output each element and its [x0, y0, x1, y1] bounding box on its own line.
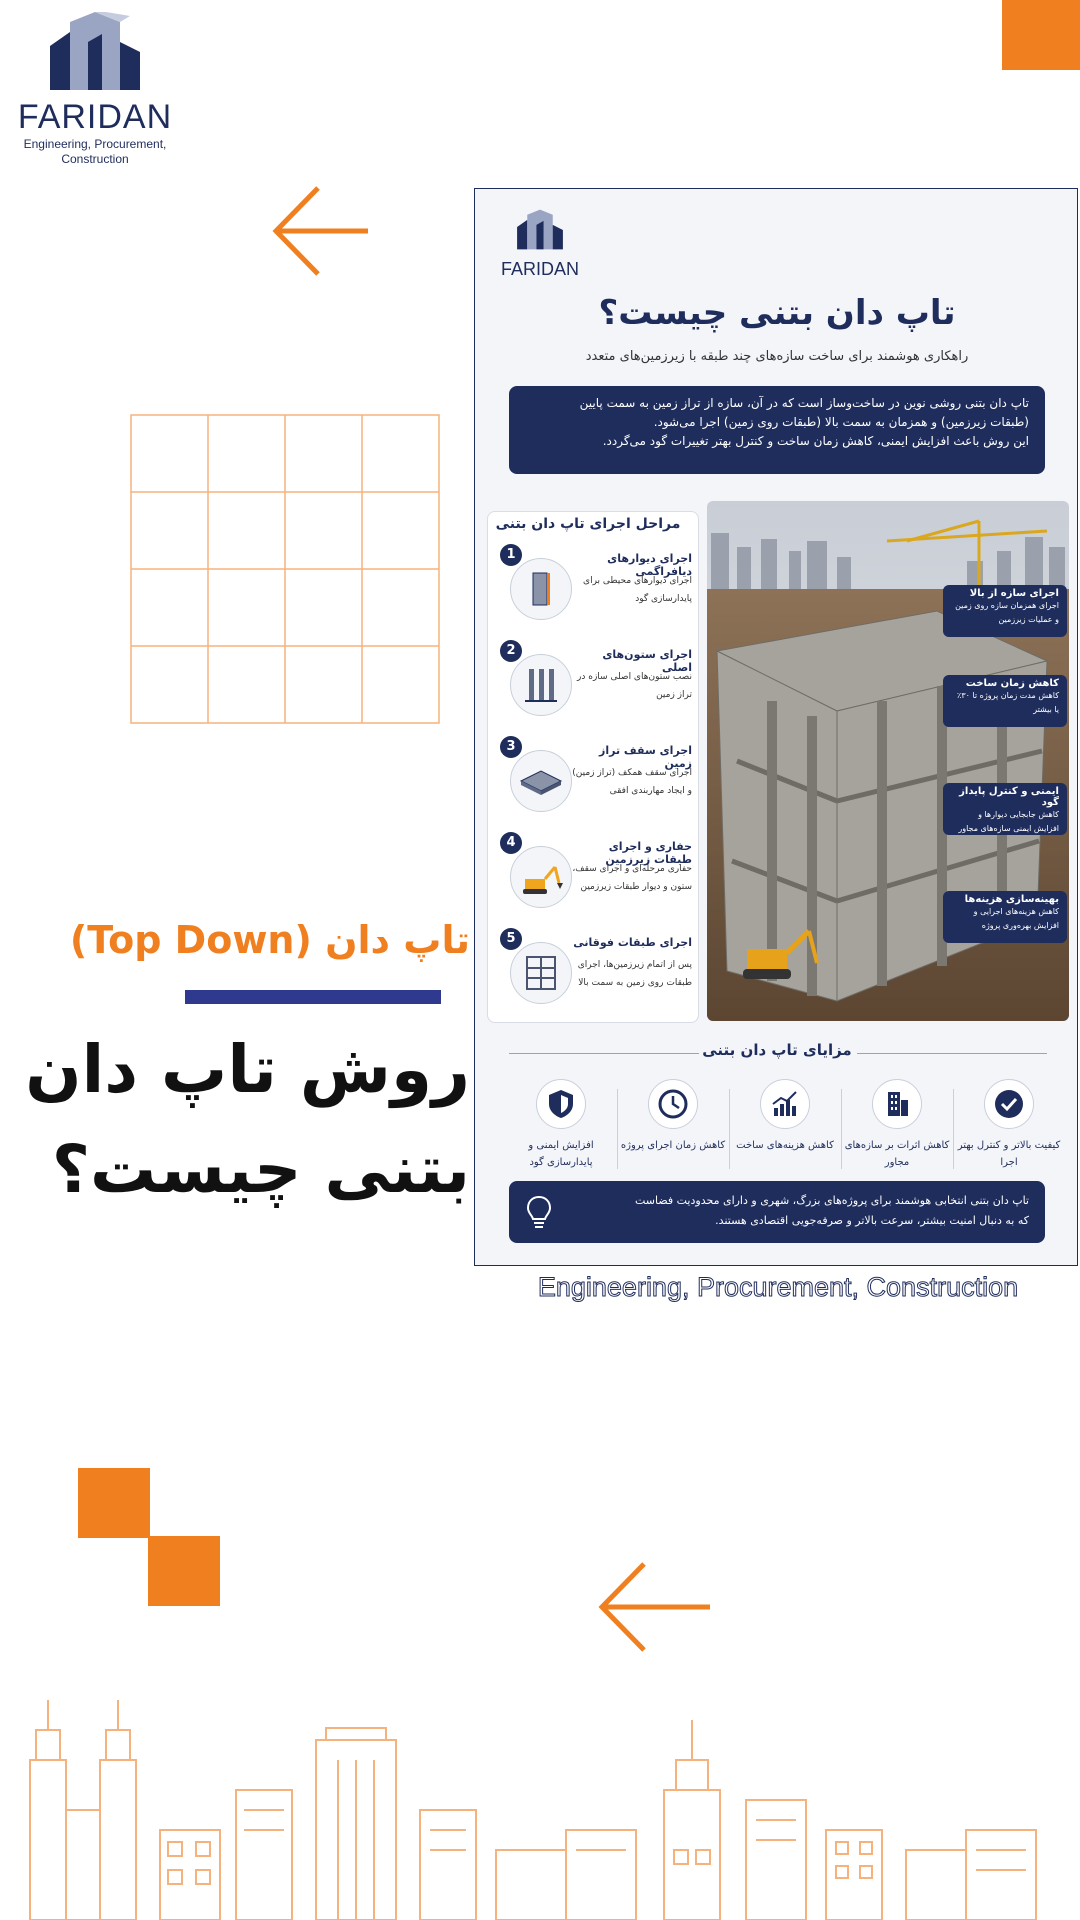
orange-square: [78, 1468, 150, 1538]
benefit-label: افزایش ایمنی و پایدارسازی گود: [528, 1140, 594, 1168]
brand-logo: [10, 12, 180, 192]
step-title: حفاری و اجرای طبقات زیرزمین: [605, 840, 692, 866]
callout-title: ایمنی و کنترل پایداز گود: [959, 786, 1059, 808]
faridan-logo-icon: [512, 207, 568, 253]
side-divider: [185, 990, 441, 1004]
benefits-title: مزایای تاپ دان بتنی: [702, 1041, 852, 1059]
infographic-poster: [474, 188, 1078, 1266]
construction-site-image: [707, 501, 1069, 1021]
callout-top-down: [943, 585, 1067, 637]
brand-tagline: Engineering, Procurement, Construction: [23, 137, 167, 166]
step-desc: اجرای سقف همکف (تراز زمین) و ایجاد مهاربندی افقی: [572, 768, 692, 796]
step-number: 2: [500, 640, 522, 662]
buildings-icon: [872, 1079, 922, 1129]
faridan-logo-icon: [40, 12, 150, 92]
columns-icon: [510, 654, 572, 716]
benefit-label: کیفیت بالاتر و کنترل بهتر اجرا: [957, 1140, 1061, 1168]
step-title: اجرای سقف تراز زمین: [599, 744, 692, 770]
step-number: 4: [500, 832, 522, 854]
step-desc: اجرای دیوارهای محیطی برای پایدارسازی گود: [583, 576, 692, 604]
step-title: اجرای طبقات فوقانی: [573, 936, 692, 949]
conclusion-line: که به دنبال امنیت بیشتر، سرعت بالاتر و صرفه‌جویی اقتصادی هستند.: [715, 1214, 1029, 1227]
steps-title: مراحل اجرای تاپ دان بتنی: [495, 516, 681, 532]
callout-safety: [943, 783, 1067, 835]
step-item: [488, 640, 698, 732]
divider: [953, 1089, 954, 1169]
benefit-item: [953, 1079, 1065, 1189]
side-heading: روش تاپ دان بتنی چیست؟: [25, 1031, 470, 1208]
divider: [729, 1089, 730, 1169]
benefit-item: [617, 1079, 729, 1189]
clock-icon: [648, 1079, 698, 1129]
step-number: 3: [500, 736, 522, 758]
intro-line: این روش باعث افزایش ایمنی، کاهش زمان ساخت و کنترل بهتر تغییرات گود می‌گردد.: [602, 434, 1029, 448]
step-title: اجرای ستون‌های اصلی: [602, 648, 692, 674]
step-item: [488, 928, 698, 1020]
callout-desc: کاهش مدت زمان پروژه تا ۳۰٪ یا بیشتر: [957, 691, 1059, 714]
poster-title: تاپ دان بتنی چیست؟: [598, 293, 956, 333]
callout-time: [943, 675, 1067, 727]
intro-line: (طبقات زیرزمین) و همزمان به سمت بالا (طبقات روی زمین) اجرا می‌شود.: [653, 415, 1029, 429]
step-item: [488, 736, 698, 828]
step-title: اجرای دیوارهای دیافراگمی: [607, 552, 692, 578]
poster-subtitle: راهکاری هوشمند برای ساخت سازه‌های چند طبقه با زیرزمین‌های متعدد: [585, 349, 969, 364]
city-skyline-illustration: [0, 1680, 1080, 1920]
benefit-label: کاهش اثرات بر سازه‌های مجاور: [844, 1140, 950, 1168]
diaphragm-wall-icon: [510, 558, 572, 620]
side-subtitle: تاپ دان (Top Down): [69, 918, 470, 962]
benefit-label: کاهش هزینه‌های ساخت: [736, 1140, 834, 1151]
orange-square: [148, 1536, 220, 1606]
check-badge-icon: [984, 1079, 1034, 1129]
step-number: 1: [500, 544, 522, 566]
shield-icon: [536, 1079, 586, 1129]
step-desc: حفاری مرحله‌ای و اجرای سقف، ستون و دیوار طبقات زیرزمین: [572, 864, 692, 892]
poster-logo: [495, 207, 585, 297]
divider: [617, 1089, 618, 1169]
grid-decoration: [130, 414, 440, 724]
step-desc: نصب ستون‌های اصلی سازه در تراز زمین: [577, 672, 692, 700]
intro-box: [509, 386, 1045, 474]
arrow-left-icon: [598, 1560, 714, 1654]
frame-structure-icon: [510, 942, 572, 1004]
benefit-item: [505, 1079, 617, 1189]
conclusion-line: تاپ دان بتنی انتخابی هوشمند برای پروژه‌های بزرگ، شهری و دارای محدودیت فضاست: [634, 1194, 1029, 1207]
step-item: [488, 544, 698, 636]
orange-square-top: [1002, 0, 1080, 70]
benefit-label: کاهش زمان اجرای پروژه: [620, 1140, 726, 1151]
callout-title: بهینه‌سازی هزینه‌ها: [964, 894, 1059, 905]
arrow-left-icon: [272, 184, 372, 278]
step-number: 5: [500, 928, 522, 950]
brand-name: FARIDAN: [17, 98, 173, 136]
callout-cost: [943, 891, 1067, 943]
chart-up-icon: [760, 1079, 810, 1129]
callout-title: اجرای سازه از بالا: [969, 588, 1059, 599]
step-desc: پس از اتمام زیرزمین‌ها، اجرای طبقات روی زمین به سمت بالا: [577, 960, 692, 988]
lightbulb-icon: [517, 1189, 561, 1233]
divider: [841, 1089, 842, 1169]
callout-desc: کاهش جابجایی دیوارها و افزایش ایمنی سازه‌های مجاور: [958, 810, 1059, 833]
slab-icon: [510, 750, 572, 812]
intro-line: تاپ دان بتنی روشی نوین در ساخت‌وساز است که در آن، سازه از تراز زمین به سمت پایین: [579, 396, 1029, 410]
benefit-item: [729, 1079, 841, 1189]
steps-panel: [487, 511, 699, 1023]
poster-brand-name: FARIDAN: [500, 259, 579, 279]
callout-title: کاهش زمان ساخت: [965, 678, 1059, 689]
conclusion-box: [509, 1181, 1045, 1243]
benefit-item: [841, 1079, 953, 1189]
step-item: [488, 832, 698, 924]
excavator-icon: [510, 846, 572, 908]
callout-desc: کاهش هزینه‌های اجرایی و افزایش بهره‌وری پروژه: [973, 907, 1059, 930]
footer-tagline: Engineering, Procurement, Construction: [537, 1272, 1019, 1302]
callout-desc: اجرای همزمان سازه روی زمین و عملیات زیرزمین: [955, 601, 1059, 624]
